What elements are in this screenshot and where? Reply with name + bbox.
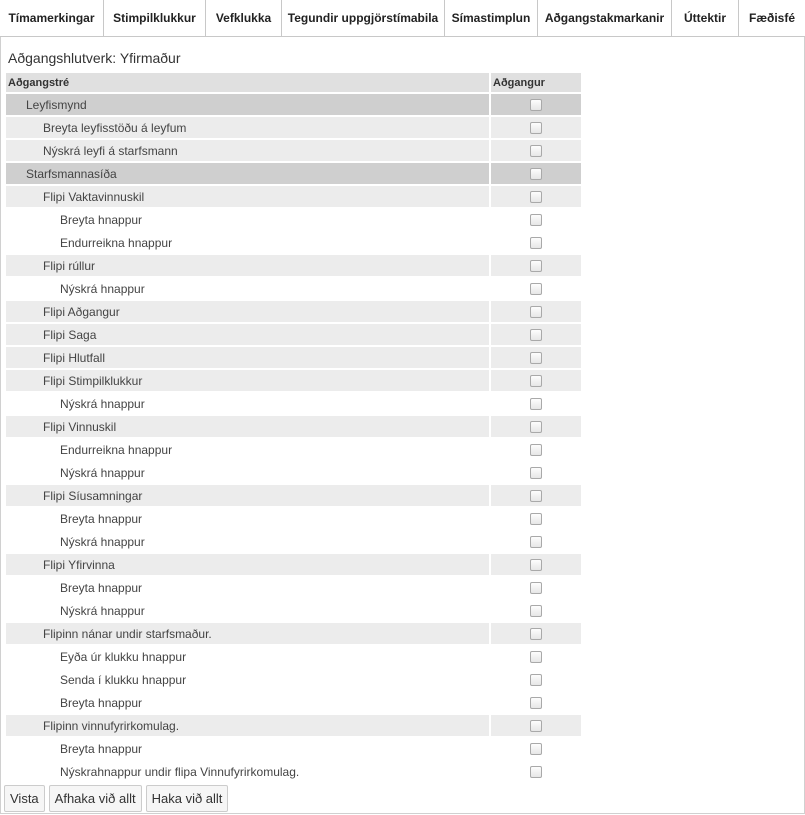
tree-node-cell (6, 738, 489, 759)
access-checkbox[interactable] (530, 122, 542, 134)
access-cell (489, 692, 581, 713)
access-checkbox[interactable] (530, 490, 542, 502)
access-cell (489, 439, 581, 460)
access-tree-body (6, 94, 581, 782)
access-checkbox[interactable] (530, 651, 542, 663)
tree-node-cell (6, 577, 489, 598)
tree-node-cell (6, 692, 489, 713)
tree-node-cell (6, 646, 489, 667)
access-checkbox[interactable] (530, 99, 542, 111)
access-checkbox[interactable] (530, 697, 542, 709)
tree-node-cell (6, 94, 489, 115)
tree-node-cell (6, 508, 489, 529)
access-cell (489, 347, 581, 368)
tree-row (6, 94, 581, 115)
tree-row (6, 117, 581, 138)
tree-node-label: Endurreikna hnappur (60, 442, 173, 457)
access-cell (489, 623, 581, 644)
tree-node-cell (6, 531, 489, 552)
tree-node-cell (6, 301, 489, 322)
tree-row (6, 209, 581, 230)
tab-timamerkingar[interactable]: Tímamerkingar (0, 0, 104, 36)
access-checkbox[interactable] (530, 237, 542, 249)
access-checkbox[interactable] (530, 582, 542, 594)
access-cell (489, 370, 581, 391)
tree-node-label: Flipinn nánar undir starfsmaður. (43, 626, 212, 641)
access-checkbox[interactable] (530, 398, 542, 410)
access-checkbox[interactable] (530, 214, 542, 226)
tab-adgangstakmarkanir[interactable]: Aðgangstakmarkanir (538, 0, 672, 36)
tree-node-label: Endurreikna hnappur (60, 235, 173, 250)
access-checkbox[interactable] (530, 421, 542, 433)
tree-node-cell (6, 485, 489, 506)
role-heading: Aðgangshlutverk: Yfirmaður (8, 50, 181, 66)
tree-node-cell (6, 278, 489, 299)
tree-node-label: Leyfismynd (26, 97, 87, 112)
tree-node-cell (6, 600, 489, 621)
access-checkbox[interactable] (530, 191, 542, 203)
tree-node-label: Breyta hnappur (60, 695, 143, 710)
access-checkbox[interactable] (530, 467, 542, 479)
access-checkbox[interactable] (530, 628, 542, 640)
access-cell (489, 646, 581, 667)
tree-node-label: Flipi Yfirvinna (43, 557, 115, 572)
tree-row (6, 761, 581, 782)
tree-node-label: Flipi Aðgangur (43, 304, 120, 319)
tab-faedisfe[interactable]: Fæðisfé (748, 11, 795, 25)
tree-row (6, 554, 581, 575)
access-checkbox[interactable] (530, 766, 542, 778)
tree-node-cell (6, 163, 489, 184)
access-cell (489, 94, 581, 115)
access-checkbox[interactable] (530, 260, 542, 272)
access-cell (489, 117, 581, 138)
access-cell (489, 393, 581, 414)
access-cell (489, 209, 581, 230)
tree-row (6, 416, 581, 437)
check-all-button[interactable]: Haka við allt (146, 785, 229, 812)
tree-node-label: Nýskrá hnappur (60, 534, 145, 549)
tree-row (6, 669, 581, 690)
tree-node-cell (6, 761, 489, 782)
tree-node-label: Senda í klukku hnappur (60, 672, 187, 687)
access-cell (489, 738, 581, 759)
access-cell (489, 531, 581, 552)
tree-node-label: Breyta leyfisstöðu á leyfum (43, 120, 187, 135)
access-cell (489, 416, 581, 437)
access-cell (489, 462, 581, 483)
tree-node-cell (6, 186, 489, 207)
uncheck-all-button[interactable]: Afhaka við allt (49, 785, 142, 812)
tree-row (6, 623, 581, 644)
tree-node-label: Nýskrá hnappur (60, 396, 145, 411)
tree-node-cell (6, 209, 489, 230)
tree-node-cell (6, 324, 489, 345)
tree-node-label: Flipi rúllur (43, 258, 96, 273)
col-header-tree: Aðgangstré (6, 73, 489, 92)
access-tree-table (6, 71, 581, 784)
access-checkbox[interactable] (530, 352, 542, 364)
tree-node-cell (6, 416, 489, 437)
tree-row (6, 140, 581, 161)
tree-node-label: Flipi Vinnuskil (43, 419, 117, 434)
tree-row (6, 370, 581, 391)
save-button[interactable]: Vista (4, 785, 45, 812)
tree-row (6, 738, 581, 759)
tree-node-label: Flipi Stimpilklukkur (43, 373, 143, 388)
tree-node-label: Nýskrá hnappur (60, 603, 145, 618)
access-checkbox[interactable] (530, 306, 542, 318)
tree-row (6, 600, 581, 621)
tree-row (6, 485, 581, 506)
access-cell (489, 485, 581, 506)
tab-stimpilklukkur[interactable]: Stimpilklukkur (104, 0, 206, 36)
tree-node-label: Eyða úr klukku hnappur (60, 649, 187, 664)
tab-simastimplun[interactable]: Símastimplun (445, 0, 538, 36)
tree-node-cell (6, 393, 489, 414)
tree-node-cell (6, 140, 489, 161)
access-checkbox[interactable] (530, 674, 542, 686)
tree-node-label: Flipi Vaktavinnuskil (43, 189, 145, 204)
access-cell (489, 255, 581, 276)
tree-node-label: Flipi Saga (43, 327, 97, 342)
tree-node-cell (6, 715, 489, 736)
tab-vefklukka[interactable]: Vefklukka (206, 0, 282, 36)
tree-row (6, 531, 581, 552)
access-checkbox[interactable] (530, 283, 542, 295)
access-cell (489, 508, 581, 529)
access-cell (489, 600, 581, 621)
tree-node-cell (6, 554, 489, 575)
top-tab-bar (0, 0, 805, 37)
tree-node-label: Flipi Síusamningar (43, 488, 143, 503)
access-checkbox[interactable] (530, 329, 542, 341)
tree-node-cell (6, 255, 489, 276)
access-cell (489, 554, 581, 575)
tree-row (6, 393, 581, 414)
tree-row (6, 462, 581, 483)
access-cell (489, 301, 581, 322)
access-checkbox[interactable] (530, 536, 542, 548)
access-cell (489, 278, 581, 299)
access-cell (489, 232, 581, 253)
access-checkbox[interactable] (530, 720, 542, 732)
tree-row (6, 347, 581, 368)
tree-node-cell (6, 462, 489, 483)
access-cell (489, 163, 581, 184)
table-header-row (6, 73, 581, 92)
col-header-access: Aðgangur (489, 73, 581, 92)
tree-row (6, 324, 581, 345)
access-cell (489, 577, 581, 598)
access-checkbox[interactable] (530, 559, 542, 571)
tree-node-label: Nýskrahnappur undir flipa Vinnufyrirkomulag. (60, 764, 300, 779)
tree-row (6, 301, 581, 322)
tree-row (6, 508, 581, 529)
tree-node-label: Breyta hnappur (60, 741, 143, 756)
tree-node-cell (6, 370, 489, 391)
tab-tegundir-uppgjorstimabila[interactable]: Tegundir uppgjörstímabila (282, 0, 445, 36)
access-cell (489, 186, 581, 207)
access-checkbox[interactable] (530, 145, 542, 157)
access-checkbox[interactable] (530, 444, 542, 456)
tree-node-cell (6, 347, 489, 368)
tree-row (6, 692, 581, 713)
tree-row (6, 278, 581, 299)
tree-node-label: Flipinn vinnufyrirkomulag. (43, 718, 180, 733)
access-checkbox[interactable] (530, 743, 542, 755)
tree-row (6, 439, 581, 460)
tree-row (6, 577, 581, 598)
tree-node-cell (6, 669, 489, 690)
tree-node-label: Flipi Hlutfall (43, 350, 106, 365)
tree-node-label: Nýskrá hnappur (60, 465, 145, 480)
tree-node-label: Breyta hnappur (60, 212, 143, 227)
tree-node-label: Starfsmannasíða (26, 166, 117, 181)
access-checkbox[interactable] (530, 513, 542, 525)
tree-node-label: Nýskrá leyfi á starfsmann (43, 143, 178, 158)
tree-node-label: Breyta hnappur (60, 580, 143, 595)
tree-node-label: Breyta hnappur (60, 511, 143, 526)
tree-row (6, 255, 581, 276)
tree-row (6, 646, 581, 667)
tree-node-cell (6, 232, 489, 253)
tree-row (6, 186, 581, 207)
tree-row (6, 715, 581, 736)
tab-uttektir[interactable]: Úttektir (672, 0, 739, 36)
tree-row (6, 163, 581, 184)
access-checkbox[interactable] (530, 168, 542, 180)
access-checkbox[interactable] (530, 375, 542, 387)
access-cell (489, 715, 581, 736)
tree-node-cell (6, 623, 489, 644)
access-checkbox[interactable] (530, 605, 542, 617)
access-cell (489, 761, 581, 782)
access-cell (489, 140, 581, 161)
tree-node-cell (6, 117, 489, 138)
tree-row (6, 232, 581, 253)
access-cell (489, 669, 581, 690)
tree-node-cell (6, 439, 489, 460)
access-cell (489, 324, 581, 345)
action-buttons (4, 785, 228, 812)
tree-node-label: Nýskrá hnappur (60, 281, 145, 296)
